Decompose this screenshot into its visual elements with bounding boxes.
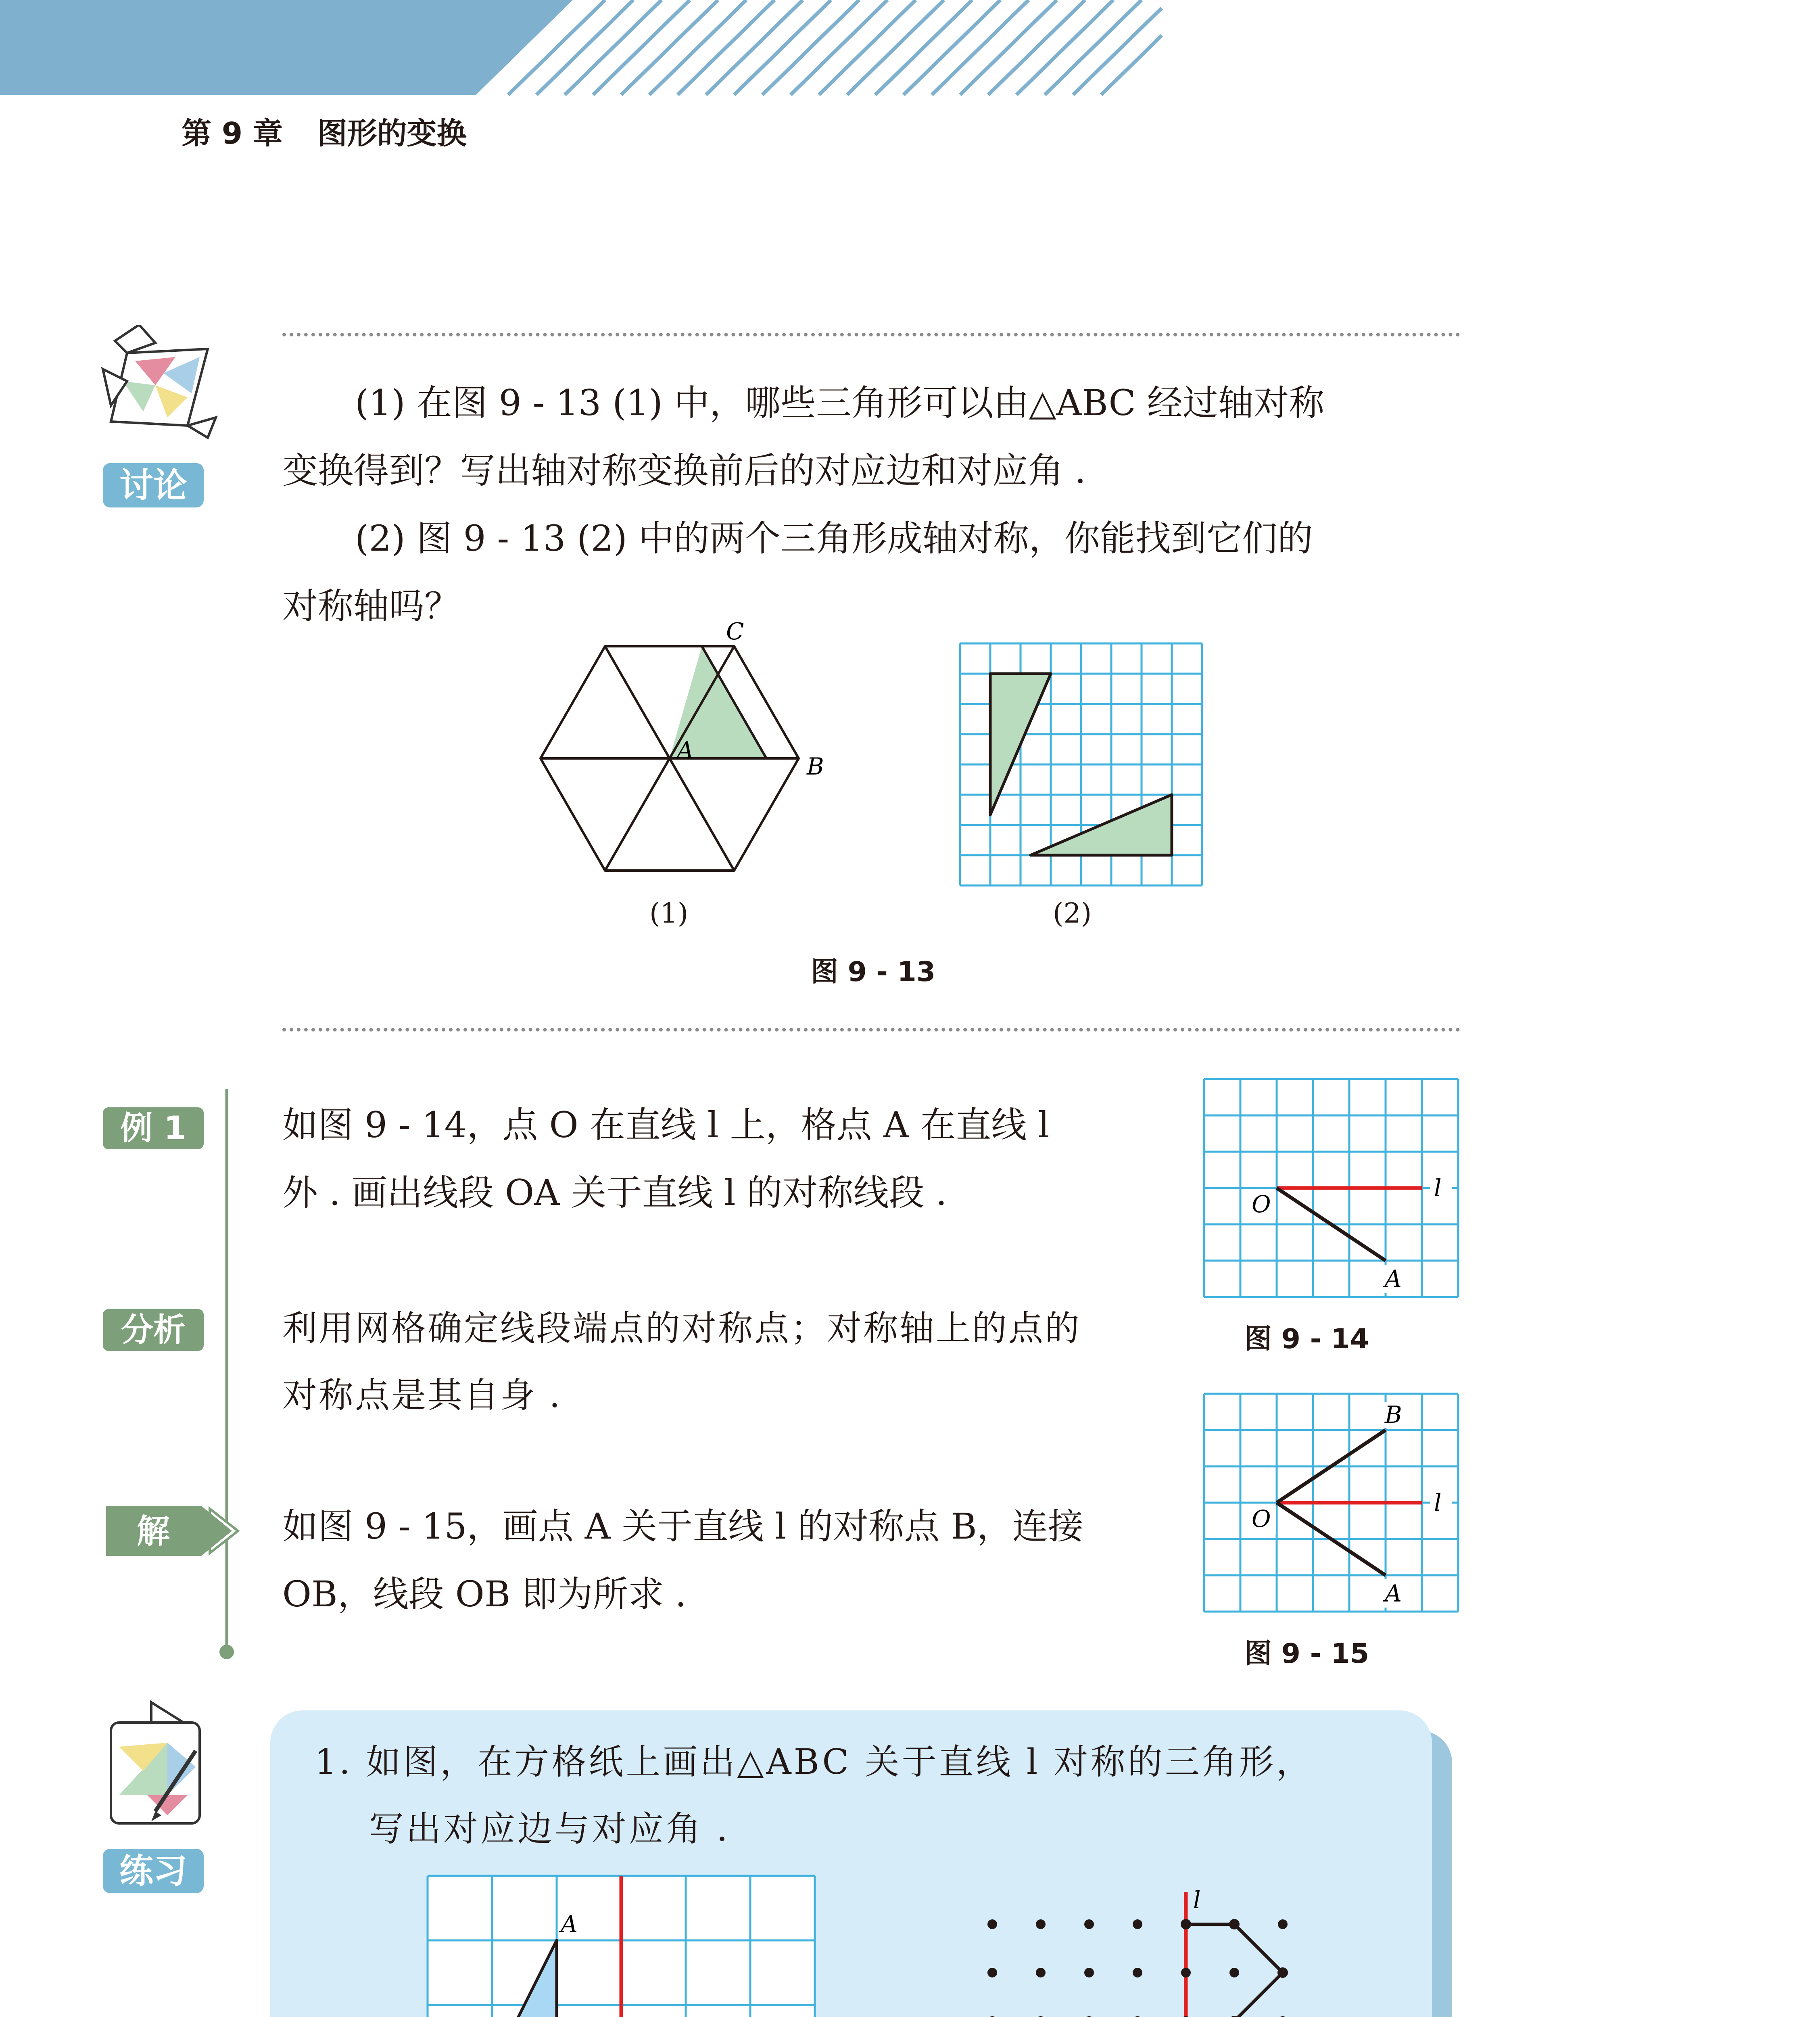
hexagon-figure: [524, 621, 831, 896]
section-divider-bottom: [282, 1028, 1460, 1031]
exercise-fig2-dotgrid: [972, 1880, 1311, 2017]
grid-two-triangles: [956, 639, 1206, 889]
fig14-grid: [1200, 1075, 1466, 1305]
discussion-q2-line2: 对称轴吗？: [282, 585, 460, 627]
fig15-title: 图 9 - 15: [1244, 1638, 1369, 1670]
discussion-text: [282, 369, 1476, 640]
example-line1: 如图 9 - 14，点 O 在直线 l 上，格点 A 在直线 l: [282, 1104, 1050, 1146]
fig13-1-caption: (1): [649, 898, 689, 929]
analysis-text: [282, 1295, 1170, 1429]
solution-text: [282, 1493, 1170, 1628]
discussion-label: 讨论: [103, 463, 204, 507]
exercise-label: 练习: [103, 1849, 204, 1893]
solution-line1: 如图 9 - 15，画点 A 关于直线 l 的对称点 B，连接: [282, 1505, 1083, 1547]
chapter-number: 第 9 章: [182, 116, 283, 151]
example-label: 例 1: [103, 1107, 204, 1149]
solution-label: 解: [136, 1512, 170, 1551]
exercise-q1-line2: 写出对应边与对应角 .: [369, 1809, 730, 1849]
hex-label-c: C: [726, 621, 744, 645]
solution-line2: OB，线段 OB 即为所求 .: [282, 1573, 687, 1615]
example-text: [282, 1091, 1170, 1227]
exercise-q1-line1: 1. 如图，在方格纸上画出△ABC 关于直线 l 对称的三角形，: [315, 1742, 1313, 1782]
fig13-title: 图 9 - 13: [811, 956, 936, 988]
header-banner: [0, 0, 1820, 97]
fig13-2-caption: (2): [1053, 898, 1092, 929]
exercise-q1: [315, 1729, 1428, 1862]
fig14-title: 图 9 - 14: [1244, 1323, 1369, 1355]
ex1-label-a: A: [561, 1911, 578, 1938]
example-timeline: [190, 1085, 270, 1662]
fig14-label-o: O: [1252, 1190, 1271, 1218]
analysis-label: 分析: [103, 1309, 204, 1351]
exercise-fig1-grid: [424, 1872, 819, 2017]
hex-label-a: A: [677, 737, 694, 764]
tangram-exercise-icon: [87, 1698, 220, 1831]
chapter-header: [182, 110, 467, 152]
fig14-label-a: A: [1385, 1265, 1402, 1292]
chapter-title: 图形的变换: [317, 116, 467, 151]
analysis-line1: 利用网格确定线段端点的对称点；对称轴上的点的: [282, 1308, 1081, 1349]
fig14-label-l: l: [1434, 1174, 1442, 1202]
fig15-label-o: O: [1252, 1505, 1271, 1533]
discussion-q2-line1: (2) 图 9 - 13 (2) 中的两个三角形成轴对称，你能找到它们的: [355, 518, 1313, 559]
discussion-q1-line1: (1) 在图 9 - 13 (1) 中，哪些三角形可以由△ABC 经过轴对称: [355, 382, 1325, 424]
tangram-discussion-icon: [87, 325, 220, 446]
ex2-label-l: l: [1193, 1886, 1201, 1914]
section-divider-top: [282, 333, 1460, 336]
discussion-q1-line2: 变换得到？写出轴对称变换前后的对应边和对应角 .: [282, 450, 1086, 491]
fig15-grid: [1200, 1390, 1466, 1620]
hex-label-b: B: [807, 753, 824, 780]
fig15-label-b: B: [1385, 1401, 1402, 1428]
analysis-line2: 对称点是其自身 .: [282, 1375, 562, 1416]
fig15-label-l: l: [1434, 1489, 1442, 1516]
fig15-label-a: A: [1385, 1580, 1402, 1607]
example-line2: 外 . 画出线段 OA 关于直线 l 的对称线段 .: [282, 1172, 947, 1213]
